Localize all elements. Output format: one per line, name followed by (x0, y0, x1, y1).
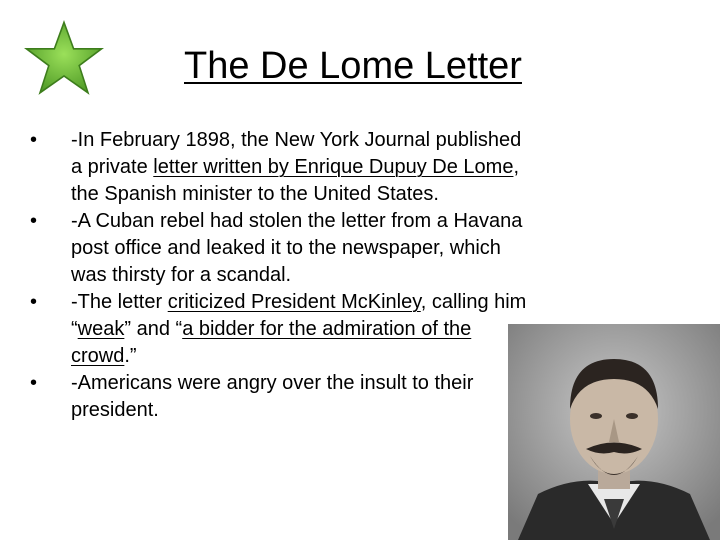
bullet-text: ” and “ (124, 318, 183, 340)
slide-title: The De Lome Letter (184, 45, 522, 87)
bullet-text: -The letter (71, 291, 168, 313)
star-icon (23, 20, 105, 96)
bullet-dot: • (30, 129, 38, 151)
underlined-text: criticized President McKinley (167, 291, 421, 313)
underlined-text: letter written by Enrique Dupuy De Lome (153, 156, 514, 178)
bullet-item (30, 208, 530, 289)
bullet-text: , the Spanish minister to the United States. (71, 156, 520, 205)
bullet-text: , calling him “ (71, 291, 527, 340)
bullet-dot: • (30, 210, 38, 232)
bullet-text: .” (124, 345, 137, 367)
underlined-text: a bidder for the admiration of the crowd (71, 318, 472, 367)
bullet-text: -A Cuban rebel had stolen the letter from a Havana post office and leaked it to the newspaper, which was thirsty for a scandal. (71, 210, 523, 286)
bullet-text: -Americans were angry over the insult to their president. (71, 372, 474, 421)
underlined-text: weak (77, 318, 125, 340)
bullet-item (30, 127, 530, 208)
bullet-item (30, 370, 530, 424)
portrait-photo (508, 324, 720, 540)
bullet-item (30, 289, 530, 370)
bullet-dot: • (30, 291, 38, 313)
bullet-list (30, 127, 530, 424)
bullet-text: -In February 1898, the New York Journal published a private (71, 129, 522, 178)
bullet-dot: • (30, 372, 38, 394)
